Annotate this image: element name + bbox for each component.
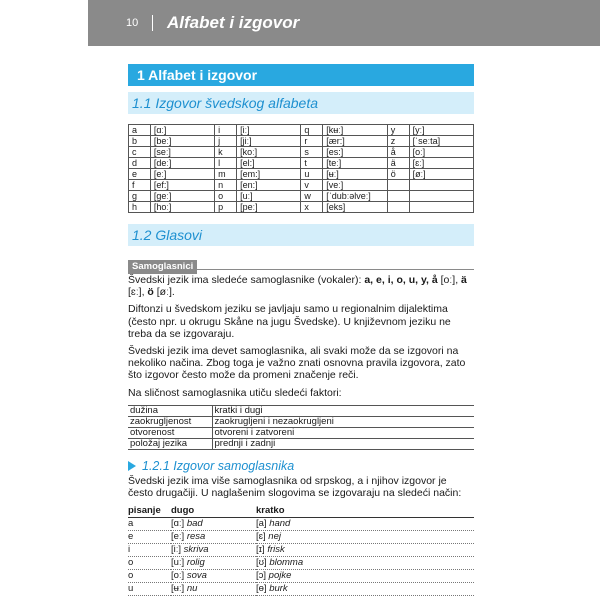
alphabet-pronunciation: [ɛː] — [409, 158, 473, 169]
vowel-short — [256, 517, 474, 530]
short-example: nej — [268, 531, 281, 543]
alphabet-pronunciation: [ˈseːta] — [409, 136, 473, 147]
long-ipa: [iː] — [171, 544, 182, 556]
vowel-long — [171, 582, 256, 595]
alphabet-letter: t — [301, 158, 323, 169]
alphabet-pronunciation: [el:] — [237, 158, 301, 169]
alphabet-letter — [387, 191, 409, 202]
alphabet-letter: w — [301, 191, 323, 202]
alphabet-letter: y — [387, 125, 409, 136]
vowel-short — [256, 530, 474, 543]
alphabet-letter: a — [129, 125, 151, 136]
alphabet-letter: ö — [387, 169, 409, 180]
alphabet-letter: z — [387, 136, 409, 147]
factors-table — [128, 405, 474, 450]
long-example: rolig — [186, 557, 205, 569]
alphabet-letter: r — [301, 136, 323, 147]
long-ipa: [uː] — [171, 557, 185, 569]
col-header-long: dugo — [171, 505, 256, 517]
col-header-short: kratko — [256, 505, 474, 517]
para1-mid1: [oː], — [437, 274, 462, 286]
long-ipa: [eː] — [171, 531, 185, 543]
long-ipa: [ɑː] — [171, 518, 185, 530]
subsection-badge: Samoglasnici — [128, 260, 197, 274]
alphabet-pronunciation: [kʉː] — [323, 125, 387, 136]
vowel-writing: e — [128, 530, 171, 543]
subsection-badge-row — [128, 256, 474, 270]
alphabet-letter: x — [301, 202, 323, 213]
section-heading-1-2-1 — [128, 459, 474, 473]
section-heading-1-1: 1.1 Izgovor švedskog alfabeta — [128, 92, 474, 114]
alphabet-row — [129, 147, 474, 158]
long-example: skriva — [183, 544, 209, 556]
alphabet-pronunciation: [øː] — [409, 169, 473, 180]
alphabet-letter: h — [129, 202, 151, 213]
factor-row — [128, 438, 474, 449]
alphabet-row — [129, 191, 474, 202]
factor-name: otvorenost — [128, 427, 212, 438]
alphabet-letter: q — [301, 125, 323, 136]
vowel-row — [128, 543, 474, 556]
alphabet-pronunciation: [oː] — [409, 147, 473, 158]
vowel-short — [256, 556, 474, 569]
factor-row — [128, 416, 474, 427]
alphabet-pronunciation — [409, 180, 473, 191]
vowel-long — [171, 517, 256, 530]
page-content — [128, 64, 474, 596]
short-ipa: [a] — [256, 518, 267, 530]
alphabet-letter: j — [215, 136, 237, 147]
page-number: 10 — [126, 17, 139, 29]
vowel-row — [128, 517, 474, 530]
alphabet-pronunciation: [beː] — [150, 136, 214, 147]
alphabet-pronunciation: [geː] — [150, 191, 214, 202]
alphabet-letter: g — [129, 191, 151, 202]
page-header — [88, 0, 600, 46]
alphabet-letter: l — [215, 158, 237, 169]
alphabet-pronunciation: [veː] — [323, 180, 387, 191]
vowel-short — [256, 569, 474, 582]
alphabet-pronunciation: [en:] — [237, 180, 301, 191]
factor-values: otvoreni i zatvoreni — [212, 427, 474, 438]
vowel-writing: o — [128, 556, 171, 569]
alphabet-letter: u — [301, 169, 323, 180]
short-ipa: [ɛ] — [256, 531, 266, 543]
chapter-heading: 1 Alfabet i izgovor — [128, 64, 474, 86]
factor-name: položaj jezika — [128, 438, 212, 449]
para1-ae: ä — [461, 274, 467, 286]
alphabet-table — [128, 124, 474, 213]
long-example: resa — [186, 531, 206, 543]
alphabet-letter — [387, 180, 409, 191]
alphabet-pronunciation: [eks] — [323, 202, 387, 213]
alphabet-letter: å — [387, 147, 409, 158]
short-example: burk — [269, 583, 288, 595]
long-example: sova — [186, 570, 207, 582]
vowel-pronunciation-table — [128, 505, 474, 596]
alphabet-pronunciation — [409, 191, 473, 202]
vowel-long — [171, 543, 256, 556]
vowel-row — [128, 556, 474, 569]
vowel-writing: o — [128, 569, 171, 582]
vowel-row — [128, 582, 474, 595]
short-example: frisk — [267, 544, 285, 556]
alphabet-pronunciation: [deː] — [150, 158, 214, 169]
paragraph-factors-intro: Na sličnost samoglasnika utiču sledeći faktori: — [128, 386, 342, 399]
alphabet-letter: d — [129, 158, 151, 169]
alphabet-pronunciation: [es:] — [323, 147, 387, 158]
factor-row — [128, 427, 474, 438]
vowel-row — [128, 569, 474, 582]
short-ipa: [ɔ] — [256, 570, 267, 582]
alphabet-row — [129, 125, 474, 136]
vowel-table-header — [128, 505, 474, 517]
short-example: hand — [269, 518, 291, 530]
section-heading-1-2-1-text: 1.2.1 Izgovor samoglasnika — [142, 458, 295, 473]
long-ipa: [oː] — [171, 570, 185, 582]
vowel-writing: a — [128, 517, 171, 530]
short-ipa: [ɵ] — [256, 583, 267, 595]
alphabet-pronunciation: [em:] — [237, 169, 301, 180]
alphabet-pronunciation: [ɑː] — [150, 125, 214, 136]
triangle-bullet-icon — [128, 461, 136, 471]
alphabet-pronunciation: [ær:] — [323, 136, 387, 147]
alphabet-letter: k — [215, 147, 237, 158]
paragraph-vowel-pronunciation: Švedski jezik ima više samoglasnika od srpskog, a i njihov izgovor je često drugačiji. U naglašenim slogovima se izgovaraju na sledeći način: — [128, 474, 462, 500]
alphabet-pronunciation: [jiː] — [237, 136, 301, 147]
alphabet-pronunciation: [ef:] — [150, 180, 214, 191]
alphabet-pronunciation: [koː] — [237, 147, 301, 158]
short-ipa: [ʊ] — [256, 557, 267, 569]
alphabet-letter: e — [129, 169, 151, 180]
alphabet-letter: v — [301, 180, 323, 191]
alphabet-pronunciation — [409, 202, 473, 213]
para1-lead: Švedski jezik ima sledeće samoglasnike (vokaler): — [128, 274, 365, 286]
vowel-short — [256, 543, 474, 556]
long-example: nu — [186, 583, 198, 595]
alphabet-letter: s — [301, 147, 323, 158]
alphabet-pronunciation: [iː] — [237, 125, 301, 136]
alphabet-pronunciation: [peː] — [237, 202, 301, 213]
short-ipa: [ɪ] — [256, 544, 265, 556]
alphabet-letter: ä — [387, 158, 409, 169]
alphabet-letter — [387, 202, 409, 213]
alphabet-letter: i — [215, 125, 237, 136]
vowel-long — [171, 569, 256, 582]
alphabet-row — [129, 169, 474, 180]
vowel-writing: i — [128, 543, 171, 556]
alphabet-letter: c — [129, 147, 151, 158]
alphabet-pronunciation: [hoː] — [150, 202, 214, 213]
long-ipa: [ʉː] — [171, 583, 185, 595]
vowel-long — [171, 556, 256, 569]
alphabet-pronunciation: [yː] — [409, 125, 473, 136]
section-heading-1-2: 1.2 Glasovi — [128, 224, 474, 246]
long-example: bad — [186, 518, 203, 530]
short-example: blomma — [269, 557, 304, 569]
factor-values: zaokrugljeni i nezaokrugljeni — [212, 416, 474, 427]
short-example: pojke — [268, 570, 292, 582]
factor-values: prednji i zadnji — [212, 438, 474, 449]
header-title: Alfabet i izgovor — [167, 13, 300, 32]
alphabet-letter: o — [215, 191, 237, 202]
factor-values: kratki i dugi — [212, 405, 474, 416]
factor-name: zaokrugljenost — [128, 416, 212, 427]
vowel-short — [256, 582, 474, 595]
paragraph-diphthongs: Diftonzi u švedskom jeziku se javljaju samo u regionalnim dijalektima (često npr. u okrugu Skåne na jugu Švedske). U književnom jeziku ne treba da se izgovaraju. — [128, 303, 451, 340]
col-header-writing: pisanje — [128, 505, 171, 517]
para1-vowels: a, e, i, o, u, y, å — [364, 274, 438, 286]
header-divider — [152, 15, 153, 31]
alphabet-pronunciation: [eː] — [150, 169, 214, 180]
vowel-row — [128, 530, 474, 543]
factor-name: dužina — [128, 405, 212, 416]
alphabet-pronunciation: [seː] — [150, 147, 214, 158]
alphabet-pronunciation: [uː] — [237, 191, 301, 202]
alphabet-pronunciation: [ʉː] — [323, 169, 387, 180]
alphabet-letter: f — [129, 180, 151, 191]
alphabet-letter: p — [215, 202, 237, 213]
para1-tail: [øː]. — [153, 286, 175, 299]
alphabet-pronunciation: [teː] — [323, 158, 387, 169]
alphabet-row — [129, 202, 474, 213]
alphabet-row — [129, 158, 474, 169]
paragraph-nine-vowels: Švedski jezik ima devet samoglasnika, ali svaki može da se izgovori na nekoliko načina. Zbog toga je važno znati osnovna pravila izgovora, zato što izgovor često može da promeni značenje reči. — [128, 345, 466, 382]
vowel-long — [171, 530, 256, 543]
alphabet-letter: n — [215, 180, 237, 191]
alphabet-pronunciation: [ˈdubːəlveː] — [323, 191, 387, 202]
alphabet-row — [129, 136, 474, 147]
alphabet-row — [129, 180, 474, 191]
para1-mid2: [ɛː], — [128, 286, 148, 299]
vowel-writing: u — [128, 582, 171, 595]
paragraph-vowels — [128, 274, 474, 298]
alphabet-letter: b — [129, 136, 151, 147]
para1-oe: ö — [147, 286, 154, 299]
factor-row — [128, 405, 474, 416]
alphabet-letter: m — [215, 169, 237, 180]
